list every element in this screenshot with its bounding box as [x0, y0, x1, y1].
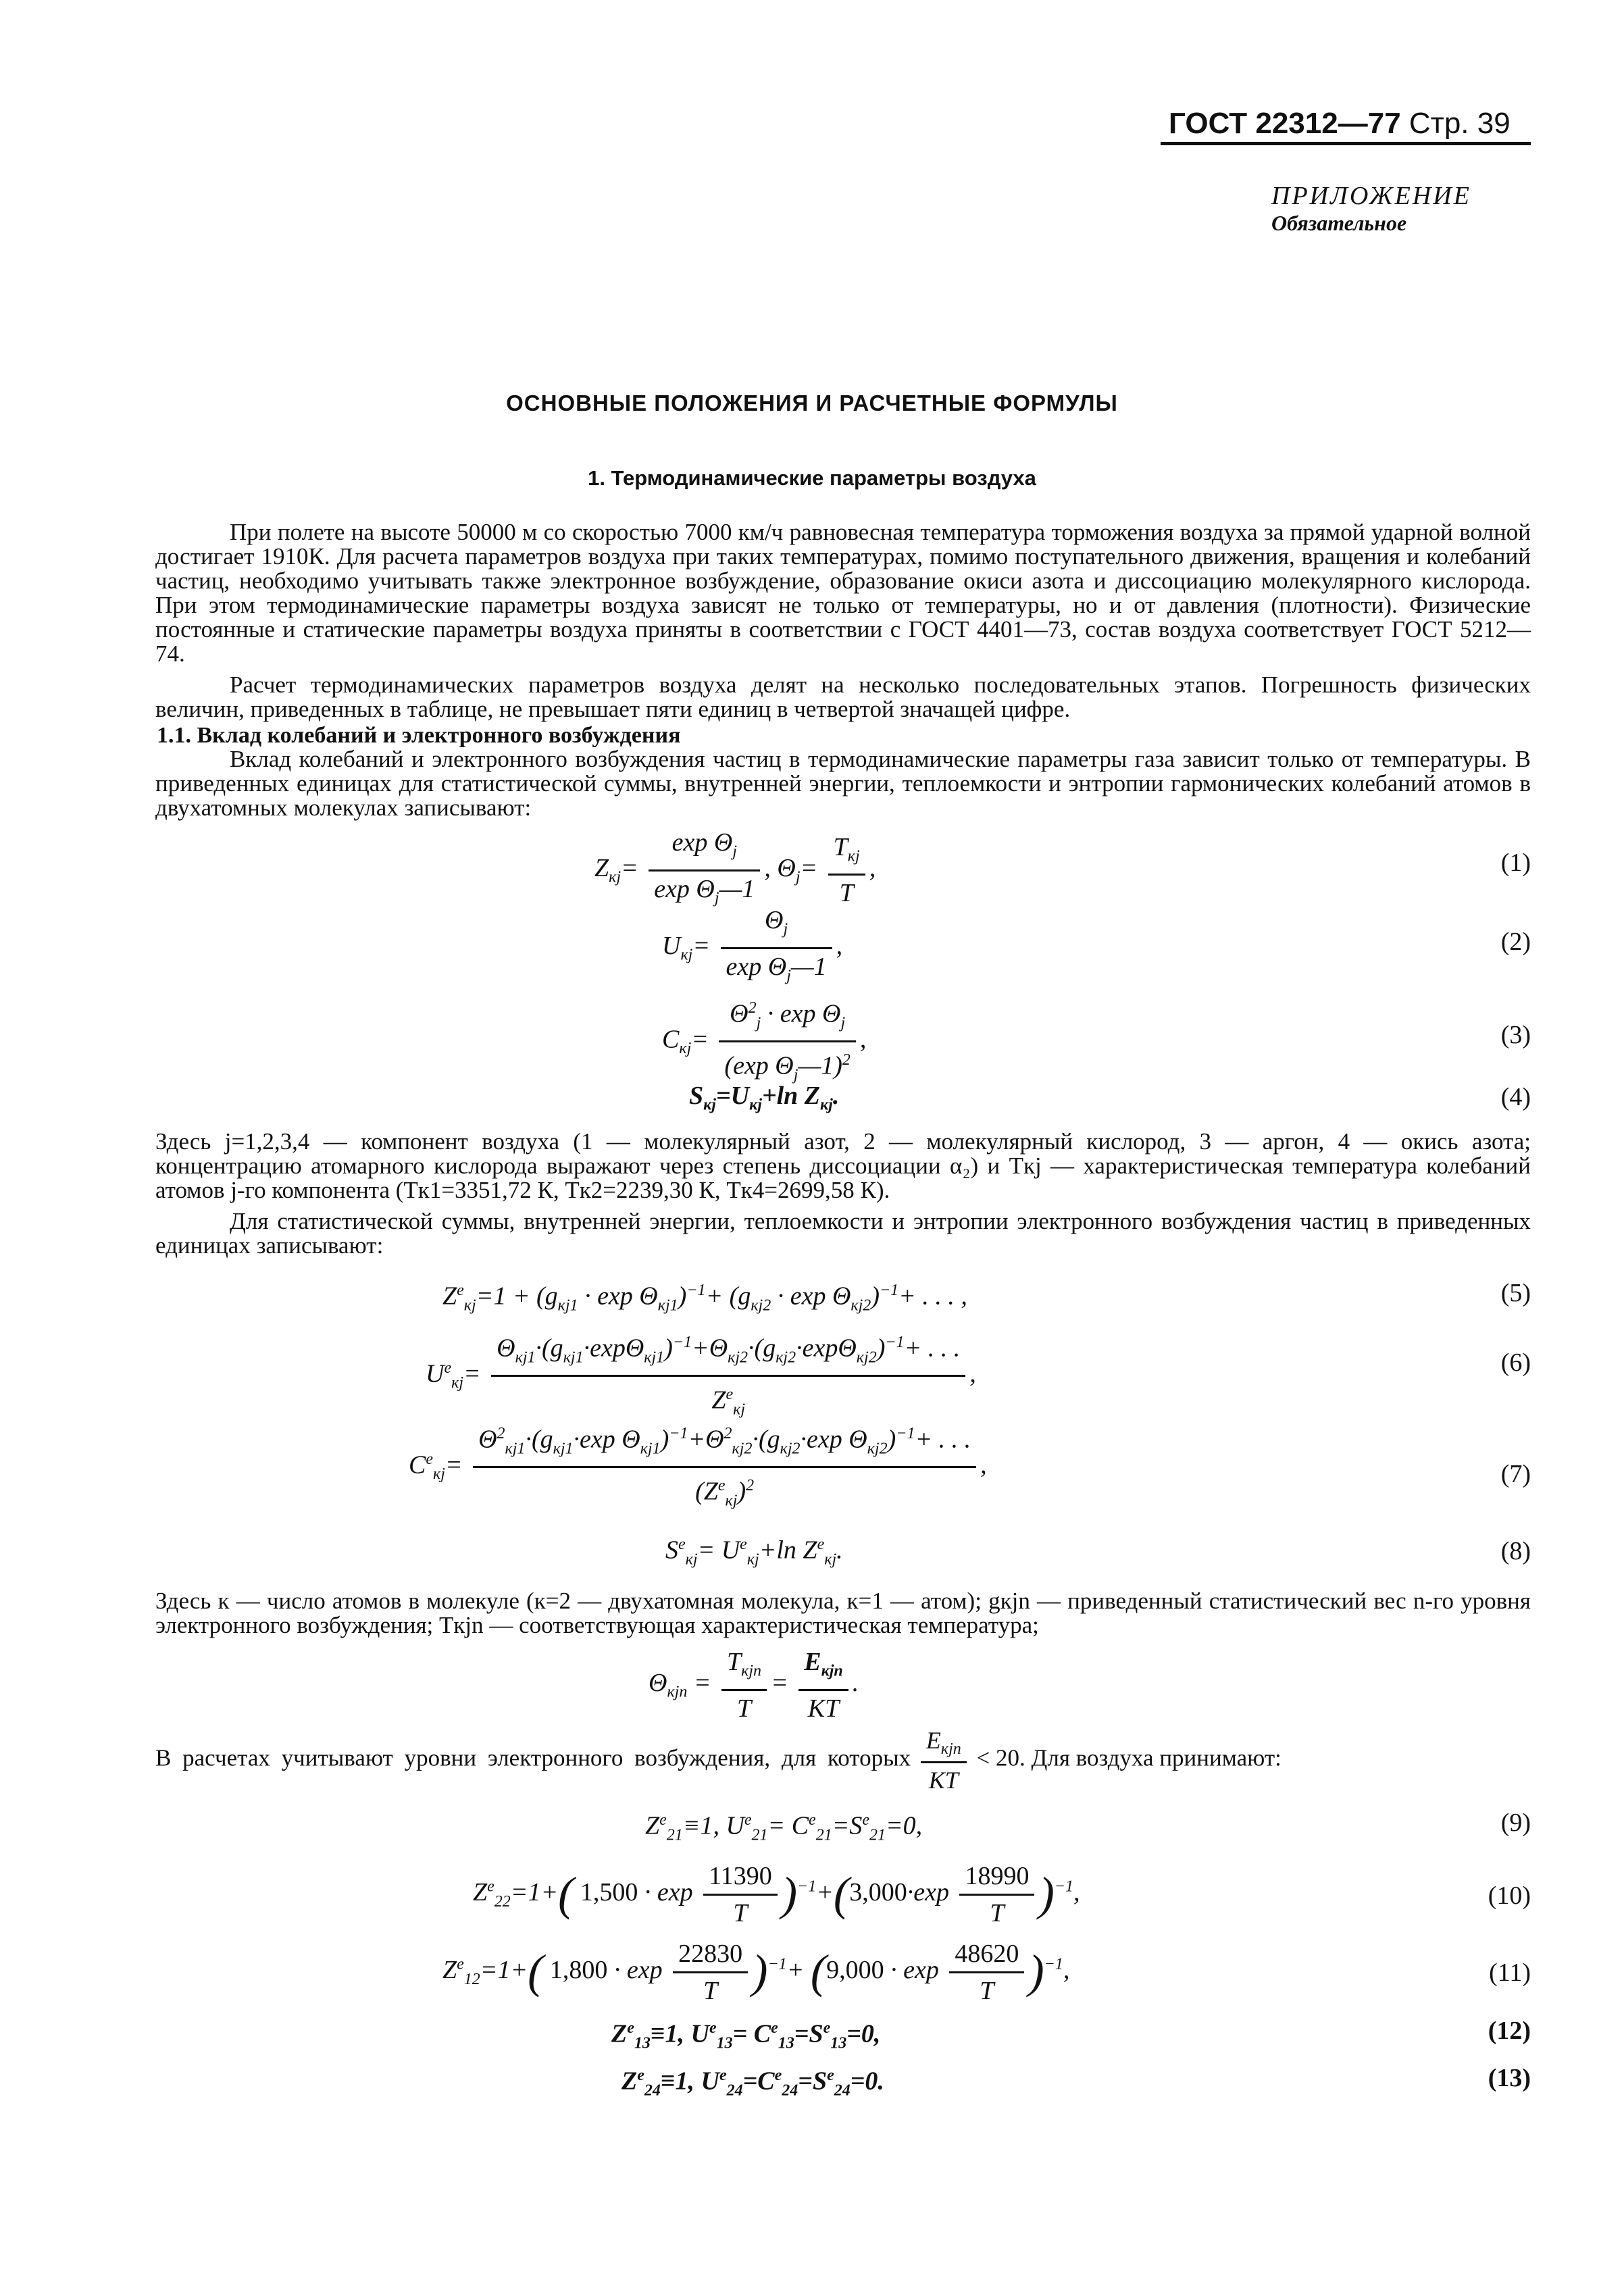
equation-number-2: (2): [1500, 928, 1531, 956]
paragraph-components: Здесь j=1,2,3,4 — компонент воздуха (1 — молекулярный азот, 2 — молекулярный кислород, 3 — аргон, 4 — окись азота; концентрацию атомарного кислорода выражают через степень диссоциации α₂) и Tкj — характеристическая температура колебаний атомов j-го компонента (Tк1=3351,72 К, Tк2=2239,30 К, Tк4=2699,58 К).: [155, 1128, 1531, 1203]
condition-text-end: < 20. Для воздуха принимают:: [976, 1744, 1282, 1771]
equation-number-1: (1): [1500, 849, 1531, 877]
equation-theta-def: $\Theta_{кjn}$ = $\frac{T_{кjn}}{T}$ = $\frac{E_{кjn}}{KT}$ .: [649, 1648, 859, 1723]
equation-12: $Z^e_{13}\equiv 1$, $U^e_{13}= C^e_{13}=S^e_{13}=0$,: [611, 2019, 881, 2052]
equation-number-3: (3): [1500, 1021, 1531, 1049]
equation-7: $C^e_{кj}=$ $\frac{\Theta^2_{кj1}\cdot(g_{кj1}\cdot\exp \Theta_{кj1})^{-1}+\Theta^2_{кj2}\cdot(g_{кj2}\cdot\exp \Theta_{кj2})^{-1}+ . . .}{(Z^e_{кj})^2}$ ,: [409, 1419, 987, 1516]
header-rule: [1161, 142, 1531, 145]
section-title: 1. Термодинамические параметры воздуха: [588, 466, 1036, 490]
eq11-temp-1: 22830: [673, 1939, 748, 1973]
paragraph-levels: Здесь к — число атомов в молекуле (к=2 — двухатомная молекула, к=1 — атом); gкjn — приведенный статистический вес n-го уровня электронного возбуждения; Tкjn — соответствующая характеристическая температура;: [155, 1588, 1531, 1638]
equation-5: $Z^e_{кj}=1 + (g_{кj1} \cdot \exp \Theta_{кj1})^{-1}+ (g_{кj2} \cdot \exp \Theta_{кj2})^{-1}+$ . . . ,: [442, 1282, 967, 1315]
equation-number-12: (12): [1488, 2017, 1531, 2045]
equation-number-10: (10): [1488, 1881, 1531, 1910]
equation-6: $U^e_{кj}=$ $\frac{\Theta_{кj1}\cdot(g_{кj1}\cdot\exp\Theta_{кj1})^{-1}+\Theta_{кj2}\cdot(g_{кj2}\cdot\exp\Theta_{кj2})^{-1}+ . . .}{Z^e_{кj}}$ ,: [426, 1328, 976, 1425]
equation-number-7: (7): [1500, 1460, 1531, 1488]
eq10-temp-2: 18990: [959, 1861, 1034, 1896]
eq10-coef-1: 1,500: [580, 1878, 638, 1907]
paragraph-electronic: Для статистической суммы, внутренней энергии, теплоемкости и энтропии электронного возбуждения частиц в приведенных единицах записывают:: [155, 1208, 1531, 1259]
eq11-temp-2: 48620: [949, 1939, 1024, 1973]
equation-10: $Z^e_{22}=1+$( 1,500 · exp $\frac{11390}{T}$ )$^{-1}$+(3,000·exp $\frac{18990}{T}$ )$^{-1}$,: [473, 1862, 1080, 1927]
equation-4: $S_{кj}=U_{кj}+\ln$ $Z_{кj}$.: [689, 1082, 840, 1114]
equation-9: $Z^e_{21}\equiv 1$, $U^e_{21}= C^e_{21}=S^e_{21}=0$,: [645, 1811, 923, 1844]
main-title: ОСНОВНЫЕ ПОЛОЖЕНИЯ И РАСЧЕТНЫЕ ФОРМУЛЫ: [506, 390, 1118, 415]
equation-number-13: (13): [1488, 2064, 1531, 2092]
eq10-temp-1: 11390: [703, 1861, 778, 1896]
condition-fraction: $\frac{E_{кjn}}{KT}$: [921, 1726, 967, 1794]
equation-11: $Z^e_{12}=1+$( 1,800 · exp $\frac{22830}{T}$ )$^{-1}$+ (9,000 · exp $\frac{48620}{T}$ )$^{-1}$,: [442, 1940, 1070, 2005]
equation-number-9: (9): [1500, 1809, 1531, 1837]
equation-1: $Z_{кj}=$ $\frac{\exp \Theta_j}{\exp \Theta_j—1}$ , $\Theta_j=$ $\frac{T_{кj}}{T}$ ,: [594, 828, 876, 908]
condition-text: В расчетах учитывают уровни электронного возбуждения, для которых: [155, 1744, 911, 1771]
eq10-coef-2: 3,000: [849, 1878, 907, 1907]
appendix-label: ПРИЛОЖЕНИЕ: [1271, 182, 1471, 210]
eq11-coef-1: 1,800: [549, 1956, 608, 1985]
equation-2: $U_{кj}=$ $\frac{\Theta_j}{\exp \Theta_j—1}$ ,: [662, 906, 843, 985]
equation-3: $C_{кj}=$ $\frac{\Theta^2_j \cdot \exp \Theta_j}{(\exp \Theta_j—1)^2}$ ,: [662, 993, 866, 1090]
paragraph-vibration: Вклад колебаний и электронного возбуждения частиц в термодинамические параметры газа зависит только от температуры. В приведенных единицах для статистической суммы, внутренней энергии, теплоемкости и энтропии гармонических колебаний атомов в двухатомных молекулах записывают:: [155, 746, 1531, 821]
paragraph-stages: Расчет термодинамических параметров воздуха делят на несколько последовательных этапов. Погрешность физических величин, приведенных в таблице, не превышает пяти единиц в четвертой значащей цифре.: [155, 672, 1531, 722]
standard-number: ГОСТ 22312—77: [1169, 107, 1401, 140]
paragraph-condition: [155, 1726, 1282, 1794]
paragraph-intro: При полете на высоте 50000 м со скоростью 7000 км/ч равновесная температура торможения воздуха за прямой ударной волной достигает 1910К. Для расчета параметров воздуха при таких температурах, помимо поступательного движения, вращения и колебаний частиц, необходимо учитывать также электронное возбуждение, образование окиси азота и диссоциацию молекулярного кислорода. При этом термодинамические параметры воздуха зависят не только от температуры, но и от давления (плотности). Физические постоянные и статические параметры воздуха приняты в соответствии с ГОСТ 4401—73, состав воздуха соответствует ГОСТ 5212—74.: [155, 519, 1531, 667]
subsection-title: 1.1. Вклад колебаний и электронного возбуждения: [157, 723, 681, 748]
equation-number-6: (6): [1500, 1348, 1531, 1377]
equation-8: $S^e_{кj}= U^e_{кj}+\ln$ $Z^e_{кj}$.: [665, 1536, 843, 1569]
equation-number-8: (8): [1500, 1537, 1531, 1565]
equation-number-11: (11): [1489, 1959, 1531, 1987]
eq11-coef-2: 9,000: [826, 1956, 884, 1985]
appendix-note: Обязательное: [1271, 211, 1407, 235]
running-header: [1169, 107, 1511, 141]
equation-number-4: (4): [1500, 1083, 1531, 1111]
equation-number-5: (5): [1500, 1279, 1531, 1307]
page-number: Стр. 39: [1409, 107, 1511, 140]
equation-13: $Z^e_{24}\equiv 1$, $U^e_{24}=C^e_{24}=S^e_{24}=0$.: [621, 2067, 884, 2100]
